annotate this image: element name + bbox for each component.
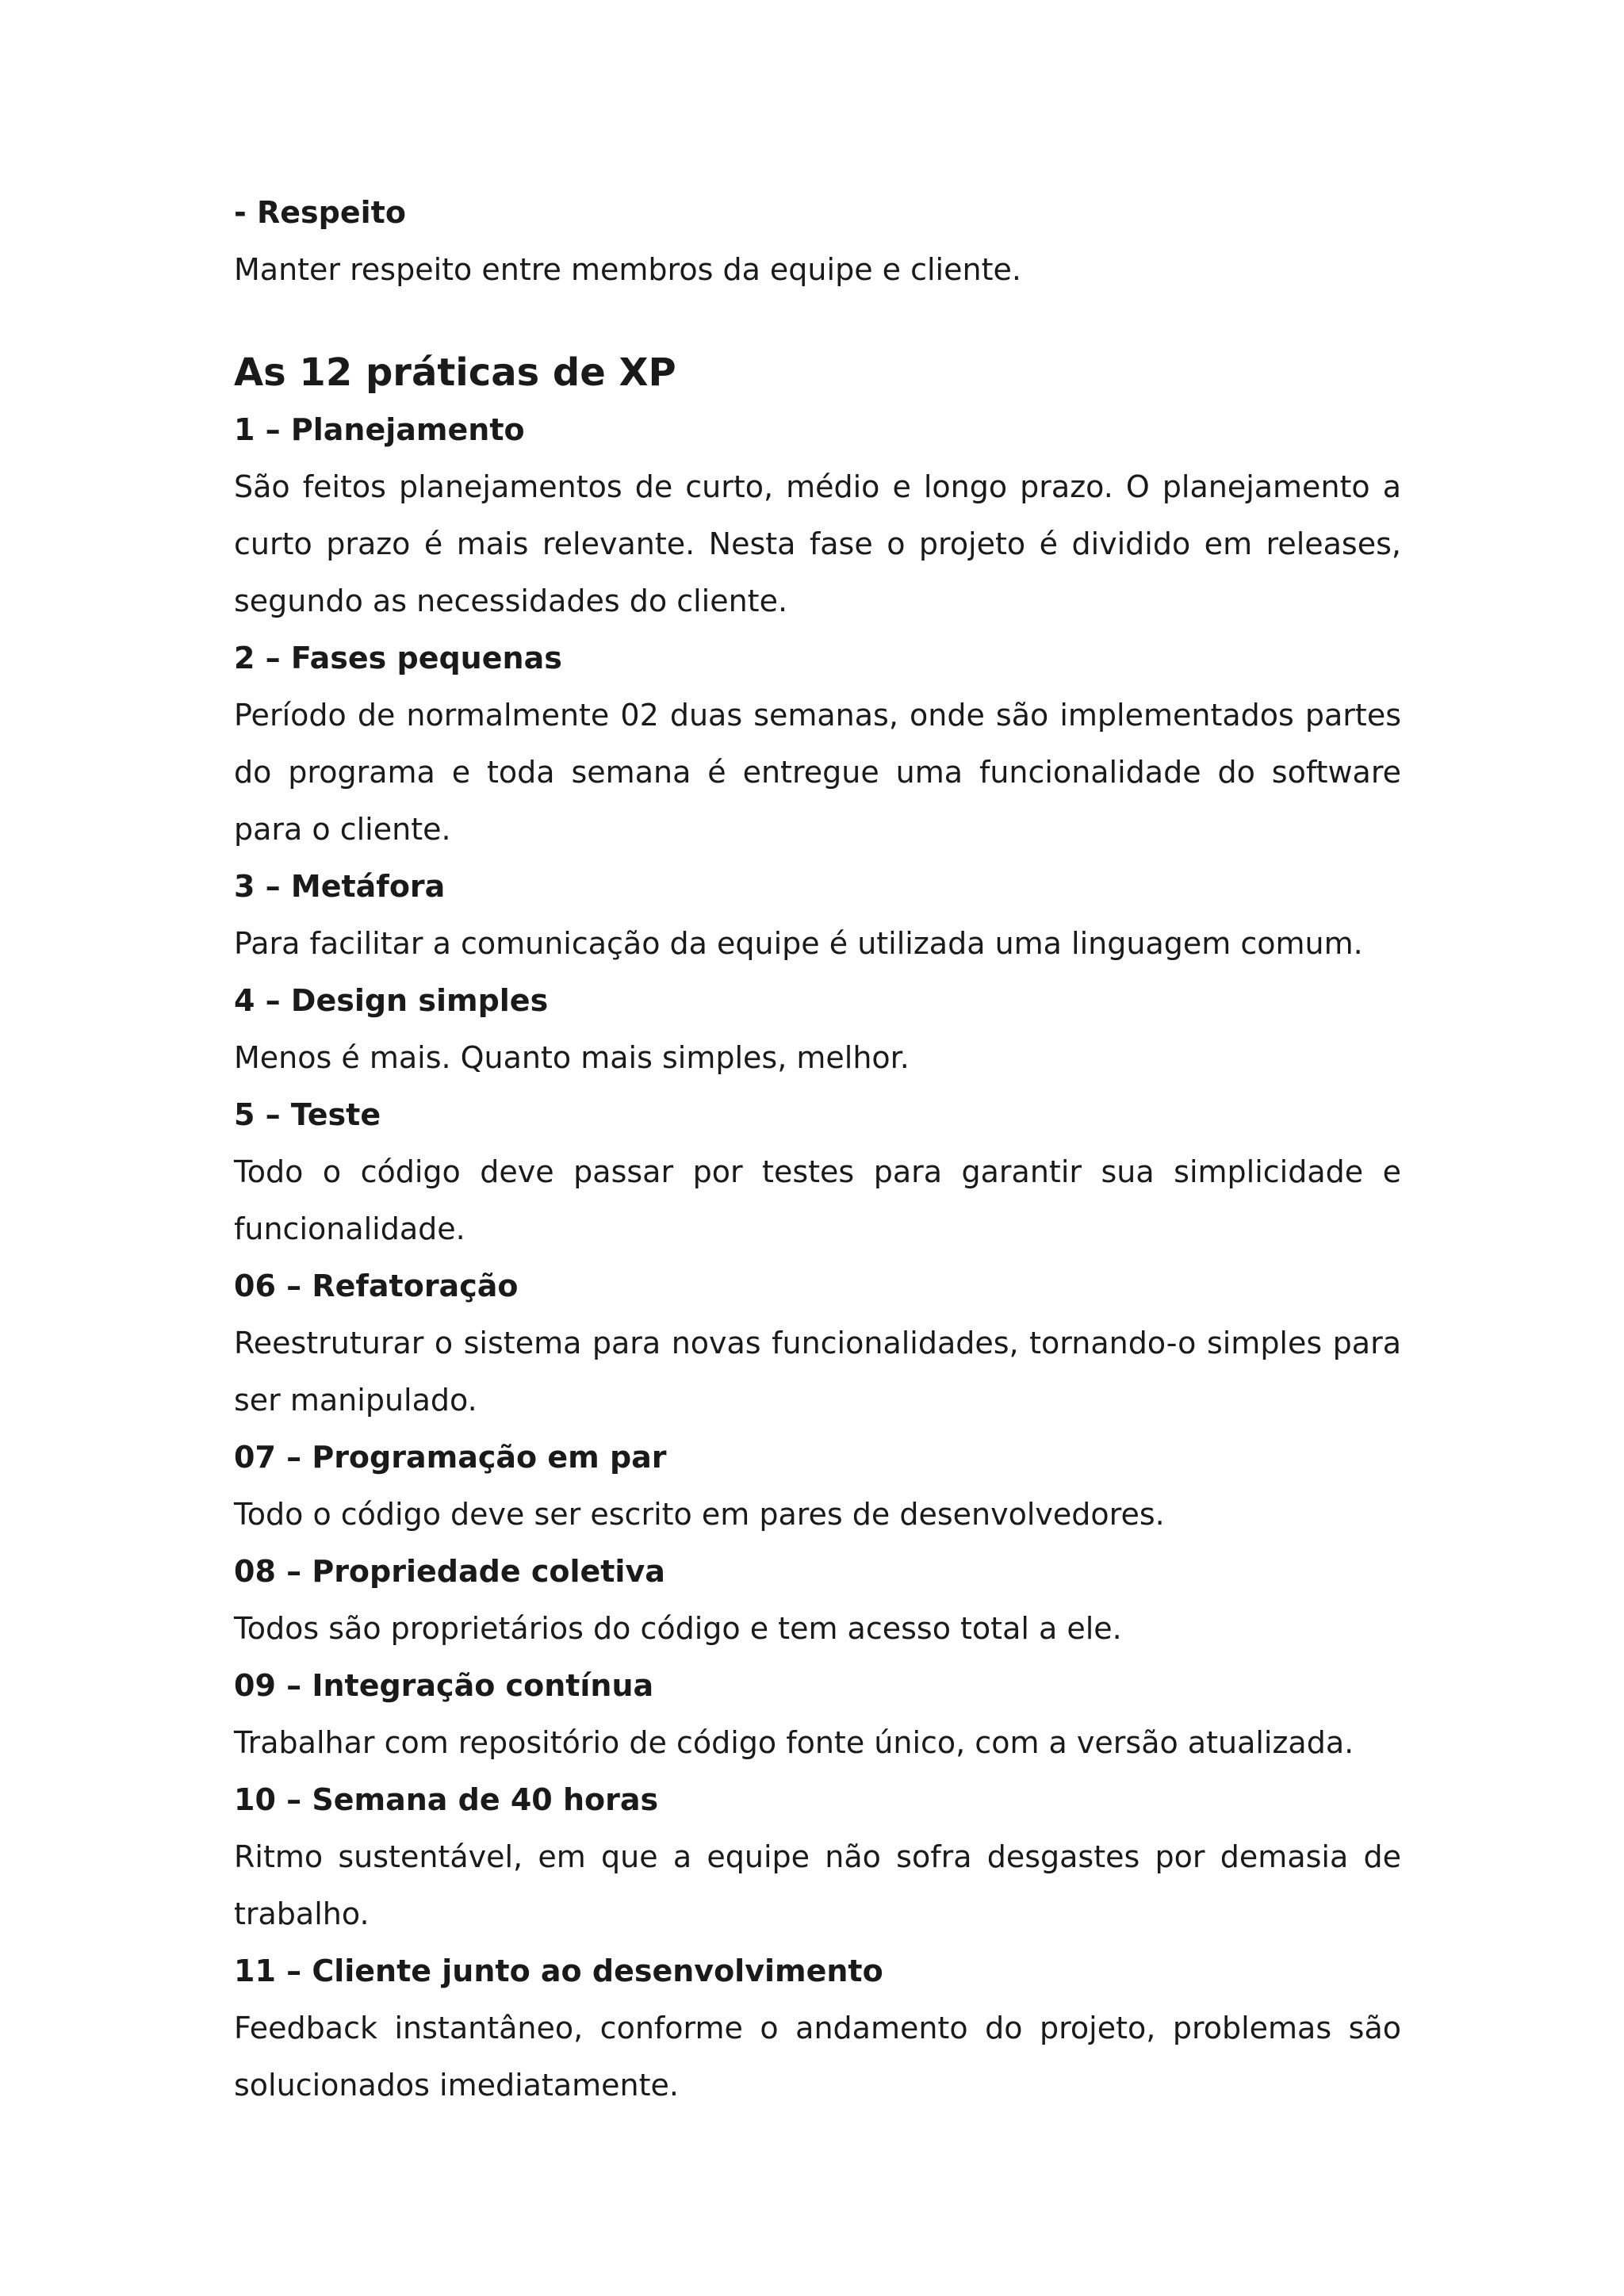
practice-title: 08 – Propriedade coletiva: [234, 1554, 665, 1589]
practice-title: 07 – Programação em par: [234, 1440, 667, 1475]
practice-item: [234, 972, 1401, 1086]
practice-title: 1 – Planejamento: [234, 412, 525, 447]
practice-text: Para facilitar a comunicação da equipe é utilizada uma linguagem comum.: [234, 926, 1363, 961]
respeito-title: - Respeito: [234, 195, 406, 230]
practice-title: 10 – Semana de 40 horas: [234, 1782, 659, 1817]
practice-text: São feitos planejamentos de curto, médio e longo prazo. O planejamento a curto prazo é mais relevante. Nesta fase o projeto é dividido em releases, segundo as necessidades do cliente.: [234, 469, 1401, 618]
respeito-text: Manter respeito entre membros da equipe e cliente.: [234, 252, 1021, 287]
practice-text: Todo o código deve passar por testes para garantir sua simplicidade e funcionalidade.: [234, 1154, 1401, 1246]
practice-title: 09 – Integração contínua: [234, 1668, 654, 1703]
practice-text: Feedback instantâneo, conforme o andamento do projeto, problemas são solucionados imediatamente.: [234, 2011, 1401, 2103]
practice-item: [234, 1429, 1401, 1543]
practice-item: [234, 1257, 1401, 1429]
practice-item: [234, 858, 1401, 972]
practice-item: [234, 1657, 1401, 1771]
practice-text: Menos é mais. Quanto mais simples, melhor.: [234, 1040, 910, 1075]
practice-title: 3 – Metáfora: [234, 869, 446, 904]
document-page: [234, 184, 1401, 2114]
practice-text: Todo o código deve ser escrito em pares de desenvolvedores.: [234, 1497, 1165, 1532]
practice-text: Reestruturar o sistema para novas funcionalidades, tornando-o simples para ser manipulado.: [234, 1326, 1401, 1418]
practice-item: [234, 629, 1401, 858]
practice-item: [234, 1942, 1401, 2114]
practice-text: Todos são proprietários do código e tem acesso total a ele.: [234, 1611, 1122, 1646]
practice-text: Período de normalmente 02 duas semanas, onde são implementados partes do programa e toda semana é entregue uma funcionalidade do software para o cliente.: [234, 698, 1401, 847]
practice-title: 4 – Design simples: [234, 983, 549, 1018]
practice-title: 06 – Refatoração: [234, 1269, 519, 1303]
practice-title: 2 – Fases pequenas: [234, 641, 562, 675]
practice-item: [234, 1086, 1401, 1257]
practice-text: Ritmo sustentável, em que a equipe não sofra desgastes por demasia de trabalho.: [234, 1839, 1401, 1931]
practice-title: 11 – Cliente junto ao desenvolvimento: [234, 1954, 883, 1988]
practice-title: 5 – Teste: [234, 1097, 381, 1132]
practice-item: [234, 1771, 1401, 1942]
practice-text: Trabalhar com repositório de código fonte único, com a versão atualizada.: [234, 1725, 1354, 1760]
section-heading: As 12 práticas de XP: [234, 350, 676, 395]
practice-item: [234, 1543, 1401, 1657]
practice-item: [234, 401, 1401, 629]
